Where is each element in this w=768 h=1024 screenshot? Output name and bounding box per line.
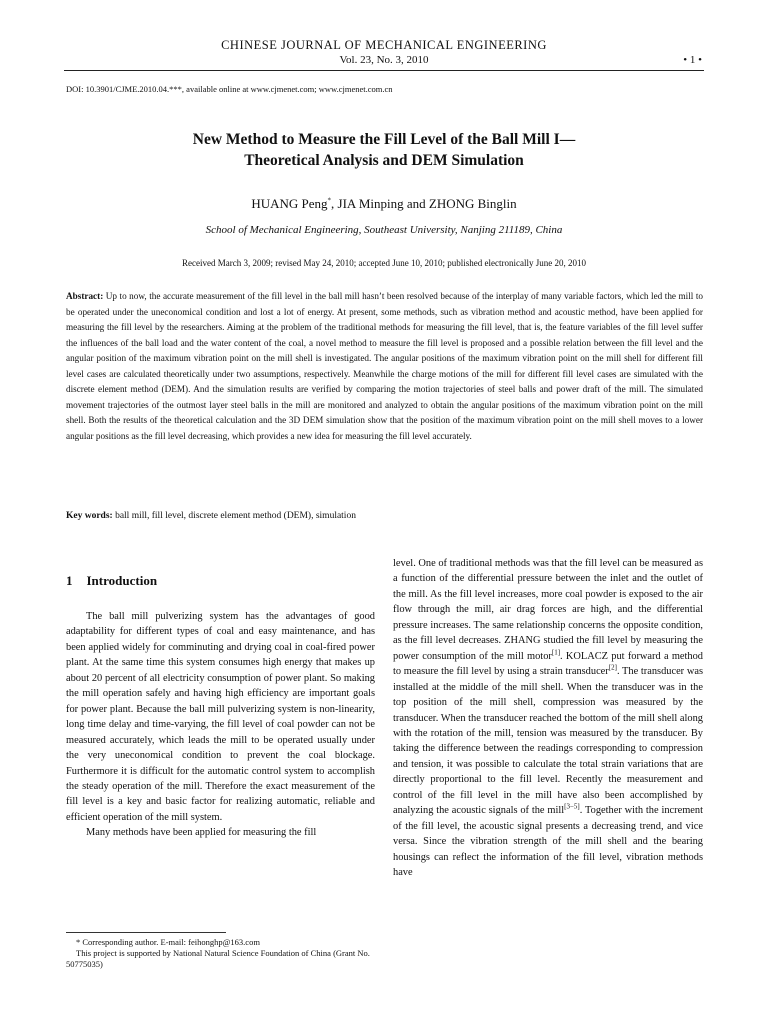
intro-paragraph-1: The ball mill pulverizing system has the advantages of good adaptability for different types of coal and easy maintenance, and has been applied widely for comminuting and drying coal in coal-fired power plant. At the same time this system consumes high energy that makes up about 20 percent of all electricity consumption of power plant. So making the mill operation safely and having high efficiency are important goals for power plant. Because the ball mill pulverizing system is non-linearity, long time delay and time-varying, the fill level of coal powder can not be measured accurately, which leads the mill to be operated usually under the very uneconomical condition to prevent the coal blockage. Furthermore it is difficult for the automatic control system to accomplish the steady operation of the mill. Therefore the exact measurement of the fill level is a key and basic factor for realizing automatic, reliable and efficient operation of the mill system. [66, 611, 375, 823]
author-list [0, 196, 768, 212]
abstract [66, 289, 703, 444]
section-number: 1 [66, 573, 73, 588]
footnote-funding: This project is supported by National Natural Science Foundation of China (Grant No. 50775035) [66, 948, 370, 969]
keywords-label: Key words: [66, 511, 113, 521]
right-text-4: . Together with the increment of the fill level, the acoustic signal presents a decreasing trend, and vice versa. Since the vibration strength of the mill shell and the bearing housings can reflect the information of the fill level, vibration methods have [393, 805, 703, 879]
header-rule [64, 70, 704, 71]
received-dates: Received March 3, 2009; revised May 24, 2010; accepted June 10, 2010; published electronically June 20, 2010 [182, 258, 586, 268]
page-number: • 1 • [683, 54, 702, 66]
author-rest: , JIA Minping and ZHONG Binglin [331, 196, 517, 211]
right-column [393, 556, 703, 881]
right-paragraph [393, 556, 703, 881]
citation-2: [2] [608, 663, 617, 672]
abstract-label: Abstract: [66, 291, 104, 301]
author-first: HUANG Peng [251, 196, 328, 211]
right-text-1: level. One of traditional methods was that the fill level can be measured as a function of the differential pressure between the inlet and the outlet of the mill. As the fill level increases, more coal powder is exposed to the air flow through the mill, air drag forces are high, and the differential pressure increases. The same relationship concerns the opposite condition, as the fill level decreases. ZHANG studied the fill level by measuring the power consumption of the mill motor [393, 558, 703, 662]
abstract-text: Up to now, the accurate measurement of the fill level in the ball mill hasn’t been resolved because of the interplay of many variable factors, which led the mill to be operated under the uneconomical condition and lost a lot of energy. At present, some methods, such as vibration method and acoustic method, have been applied for measuring the fill level by the researchers. Aiming at the problem of the traditional methods for measuring the fill level, that is, the feature variables of the fill level suffer the influences of the ball load and the water content of the coal, a novel method to measure the fill level is proposed and a possible relation between the fill level and the angular position of the maximum vibration point on the mill shell is investigated. The angular positions of the maximum vibration point on the mill shell for different fill level cases are calculated theoretically under two assumptions, respectively. Meanwhile the charge motions of the mill for different fill level cases are simulated with the discrete element method (DEM). And the simulation results are verified by comparing the motion trajectories of steel balls and power draft of the mill. The simulated movement trajectories of the outmost layer steel balls in the mill are monitored and analyzed to obtain the angular positions of the maximum vibration point on the mill shell. Both the results of the theoretical calculation and the 3D DEM simulation show that the position of the maximum vibration point on the mill shell moves to a lower angular positions as the fill level decreasing, which provides a new idea for measuring the fill level accurately. [66, 291, 703, 441]
title-line-2: Theoretical Analysis and DEM Simulation [244, 152, 524, 169]
footnote-rule [66, 932, 226, 933]
journal-name: CHINESE JOURNAL OF MECHANICAL ENGINEERING [221, 38, 547, 52]
footnote-corresponding: * Corresponding author. E-mail: feihonghp@163.com [76, 937, 260, 947]
left-column [66, 609, 375, 841]
affiliation: School of Mechanical Engineering, Southeast University, Nanjing 211189, China [205, 224, 563, 236]
section-title: Introduction [86, 573, 158, 588]
intro-paragraph-2: Many methods have been applied for measuring the fill [86, 827, 317, 839]
citation-1: [1] [551, 648, 561, 657]
paper-title [0, 129, 768, 171]
doi-line: DOI: 10.3901/CJME.2010.04.***, available online at www.cjmenet.com; www.cjmenet.com.cn [66, 84, 393, 94]
section-heading [66, 573, 157, 589]
title-line-1: New Method to Measure the Fill Level of the Ball Mill I— [192, 131, 576, 148]
keywords [66, 511, 703, 521]
journal-volume: Vol. 23, No. 3, 2010 [339, 54, 429, 66]
keywords-text: ball mill, fill level, discrete element method (DEM), simulation [112, 511, 356, 521]
citation-3: [3−5] [564, 802, 580, 811]
right-text-2: . KOLACZ put forward a method to measure the fill level by using a strain transducer [393, 650, 703, 678]
right-text-3: . The transducer was installed at the middle of the mill shell. When the transducer was in the top position of the mill shell, compression was measured by the transducer. When the transducer reached the bottom of the mill shell along with the rotation of the mill, tension was measured by the transducer. By taking the difference between the readings corresponding to compression and tension, it was possible to calculate the total strain variations that are directly proportional to the fill level. Recently the measurement and control of the fill level in the mill have also been accomplished by analyzing the acoustic signals of the mill [393, 666, 703, 817]
footnotes [66, 937, 376, 970]
corresponding-star: * [327, 196, 332, 205]
